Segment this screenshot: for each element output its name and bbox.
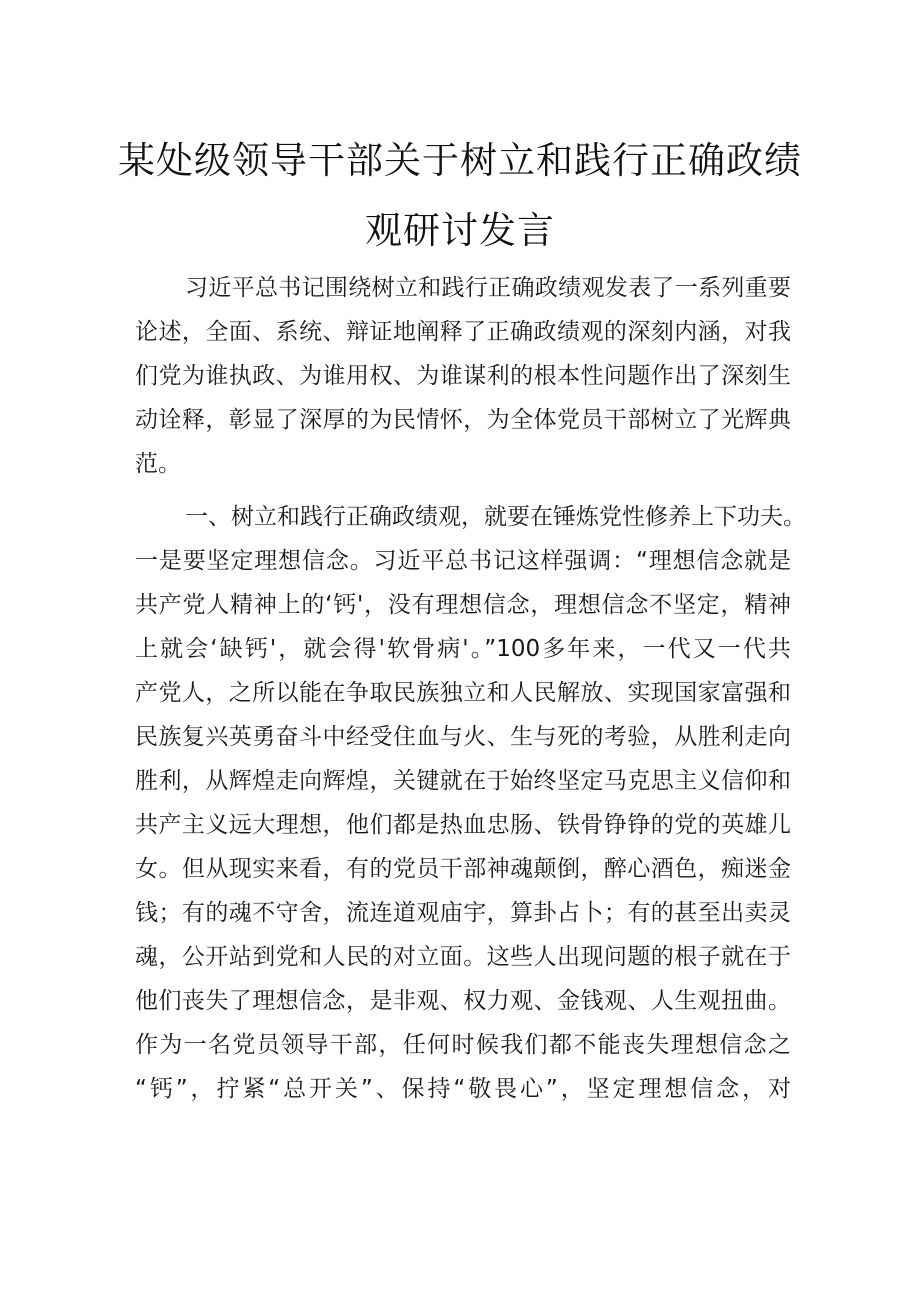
paragraph-line: 论述，全面、系统、辩证地阐释了正确政绩观的深刻内涵，对我 — [135, 319, 791, 345]
paragraph-line: 一、树立和践行正确政绩观，就要在锤炼党性修养上下功夫。 — [185, 504, 806, 530]
paragraph-line: 魂，公开站到党和人民的对立面。这些人出现问题的根子就在于 — [135, 944, 791, 970]
document-body — [135, 266, 806, 1111]
paragraph-line: “钙”，拧紧“总开关”、保持“敬畏心”，坚定理想信念，对 — [135, 1076, 791, 1102]
paragraph-spacer — [135, 486, 791, 495]
paragraph-line: 上就会‘缺钙'，就会得'软骨病'。”100多年来，一代又一代共 — [135, 636, 791, 662]
paragraph-line: 民族复兴英勇奋斗中经受住血与火、生与死的考验，从胜利走向 — [135, 724, 791, 750]
paragraph-section-one — [135, 495, 806, 1111]
paragraph-line: 产党人，之所以能在争取民族独立和人民解放、实现国家富强和 — [135, 680, 791, 706]
paragraph-line: 们党为谁执政、为谁用权、为谁谋利的根本性问题作出了深刻生 — [135, 363, 791, 389]
paragraph-line: 共产党人精神上的‘钙'，没有理想信念，理想信念不坚定，精神 — [135, 592, 791, 618]
paragraph-line: 他们丧失了理想信念，是非观、权力观、金钱观、人生观扭曲。 — [135, 988, 791, 1014]
paragraph-intro — [135, 266, 791, 486]
paragraph-line: 一是要坚定理想信念。习近平总书记这样强调：“理想信念就是 — [135, 548, 791, 574]
paragraph-line: 动诠释，彰显了深厚的为民情怀，为全体党员干部树立了光辉典 — [135, 407, 791, 433]
document-title-line-2: 观研讨发言 — [365, 209, 555, 252]
paragraph-line: 作为一名党员领导干部，任何时候我们都不能丧失理想信念之 — [135, 1032, 791, 1058]
document-title-line-1: 某处级领导干部关于树立和践行正确政绩 — [118, 139, 802, 182]
paragraph-line: 女。但从现实来看，有的党员干部神魂颠倒，醉心酒色，痴迷金 — [135, 856, 791, 882]
paragraph-line: 胜利，从辉煌走向辉煌，关键就在于始终坚定马克思主义信仰和 — [135, 768, 791, 794]
paragraph-line: 钱；有的魂不守舍，流连道观庙宇，算卦占卜；有的甚至出卖灵 — [135, 900, 791, 926]
paragraph-line: 共产主义远大理想，他们都是热血忠肠、铁骨铮铮的党的英雄儿 — [135, 812, 791, 838]
paragraph-line: 习近平总书记围绕树立和践行正确政绩观发表了一系列重要 — [185, 275, 791, 301]
paragraph-line: 范。 — [135, 451, 181, 477]
